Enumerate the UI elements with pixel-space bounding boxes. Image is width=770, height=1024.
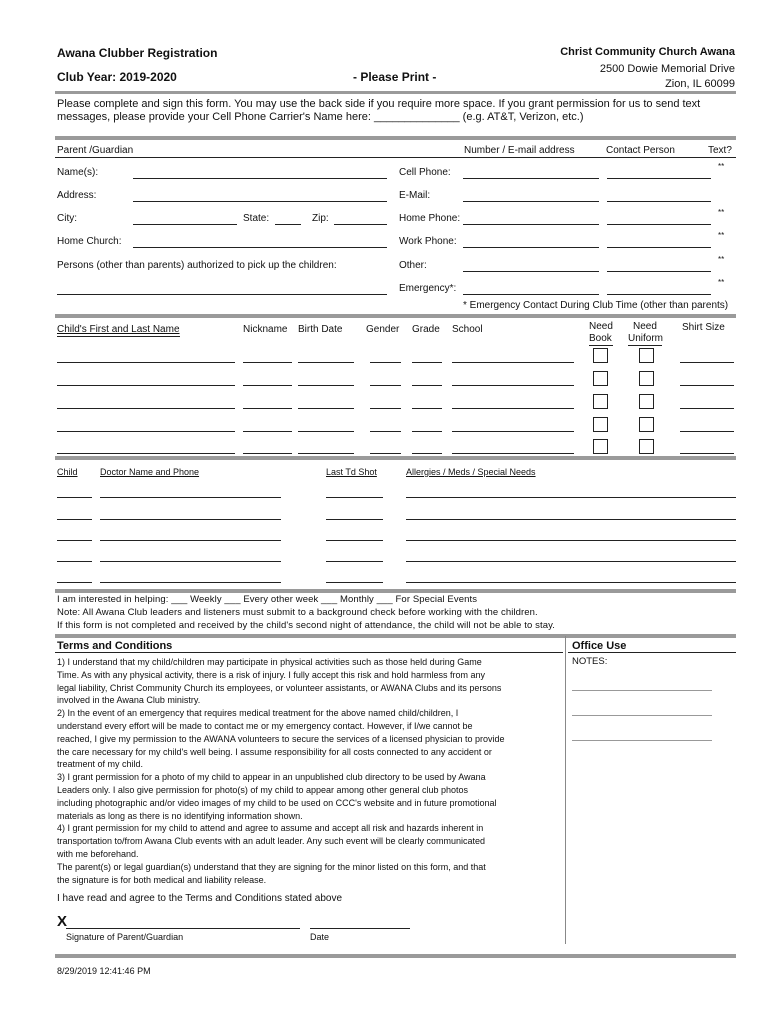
medical-divider [55,589,736,593]
child-field[interactable] [412,453,442,454]
church-name: Christ Community Church Awana [560,46,735,58]
emergency-note: * Emergency Contact During Club Time (other than parents) [463,300,729,311]
child-field[interactable] [370,453,401,454]
terms-line: materials as long as there is no identifying information shown. [57,810,303,821]
contact-number-field[interactable] [463,178,599,179]
other-label: Other: [399,260,427,271]
child-field[interactable] [298,453,354,454]
child-field[interactable] [412,408,442,409]
child-field[interactable] [57,431,235,432]
child-field[interactable] [243,362,292,363]
allergies-field[interactable] [406,582,736,583]
terms-line: treatment of my child. [57,759,144,770]
child-field[interactable] [298,385,354,386]
email-label: E-Mail: [399,190,431,201]
contact-number-field[interactable] [463,224,599,225]
office-notes-line-1[interactable] [572,690,712,691]
shirt-size-field[interactable] [680,431,734,432]
child-field[interactable] [57,408,235,409]
doctor-heading: Doctor Name and Phone [100,467,200,477]
address-label: Address: [57,190,97,201]
need-uniform-checkbox[interactable] [639,348,654,363]
child-field[interactable] [452,453,574,454]
last-td-shot-field[interactable] [326,519,383,520]
home-church-label: Home Church: [57,236,122,247]
child-field[interactable] [370,408,401,409]
agree-statement: I have read and agree to the Terms and Conditions stated above [57,893,343,904]
text-opt-in-marker: ** [718,278,725,287]
terms-line: 4) I grant permission for my child to attend and agree to assume and accept all risk and hazards inherent in [57,823,484,834]
child-field[interactable] [452,385,574,386]
parent-heading-rule [55,157,736,158]
shirt-size-field[interactable] [680,362,734,363]
cell-phone-label: Cell Phone: [399,167,451,178]
header-divider [55,91,736,94]
terms-line: the signature is for both medical and liability release. [57,874,267,885]
office-use-heading: Office Use [572,640,627,652]
church-address-line2: Zion, IL 60099 [665,78,735,90]
child-field[interactable] [452,362,574,363]
child-field[interactable] [298,431,354,432]
terms-line: understand every effort will be made to contact me or my emergency contact. However, if I/we cannot be [57,721,473,731]
need-uniform-heading-1: Need [633,321,657,332]
terms-line: The parent(s) or legal guardian(s) understand that they are signing for the minor listed on this form, and that [57,861,486,872]
contact-number-field[interactable] [463,294,599,295]
child-field[interactable] [243,431,292,432]
need-uniform-checkbox[interactable] [639,371,654,386]
footer-timestamp: 8/29/2019 12:41:46 PM [57,966,151,976]
church-address-line1: 2500 Dowie Memorial Drive [599,63,735,75]
allergies-field[interactable] [406,497,736,498]
contact-person-field[interactable] [607,247,711,248]
child-field[interactable] [412,385,442,386]
terms-line: 1) I understand that my child/children may participate in physical activities such as those held during Game [57,657,482,667]
child-field[interactable] [452,408,574,409]
terms-line: with me beforehand. [57,849,139,859]
contact-person-field[interactable] [607,271,711,272]
please-print: - Please Print - [353,70,437,84]
office-notes-line-3[interactable] [572,740,712,741]
school-heading: School [452,324,483,335]
child-field[interactable] [298,362,354,363]
terms-line: 2) In the event of an emergency that requires medical treatment for the above named child/children, I [57,708,459,719]
date-field[interactable] [310,928,410,929]
child-field[interactable] [370,385,401,386]
child-field[interactable] [57,453,235,454]
date-label: Date [310,932,330,942]
names-label: Name(s): [57,167,99,178]
child-field[interactable] [370,431,401,432]
need-book-checkbox[interactable] [593,371,608,386]
text-opt-in-marker: ** [718,162,725,171]
contact-person-field[interactable] [607,294,711,295]
office-separator [565,636,566,944]
doctor-field[interactable] [100,497,281,498]
child-field[interactable] [57,362,235,363]
medical-child-field[interactable] [57,497,92,498]
parent-divider [55,314,736,318]
need-uniform-checkbox[interactable] [639,394,654,409]
emergency-label: Emergency*: [399,283,457,294]
need-book-heading-2: Book [589,333,612,344]
terms-heading-rule [55,652,563,653]
contact-person-field[interactable] [607,201,711,202]
allergies-heading: Allergies / Meds / Special Needs [406,467,536,477]
need-uniform-heading-2: Uniform [628,333,664,344]
child-field[interactable] [412,362,442,363]
last-td-shot-field[interactable] [326,582,383,583]
footer-divider [55,954,736,958]
last-td-shot-field[interactable] [326,561,383,562]
signature-x-mark: X [57,913,68,930]
need-uniform-checkbox[interactable] [639,439,654,454]
nickname-heading: Nickname [243,324,288,335]
state-label: State: [243,213,270,224]
last-td-shot-heading: Last Td Shot [326,467,377,477]
allergies-field[interactable] [406,561,736,562]
city-label: City: [57,213,77,224]
terms-line: Leaders only. I also give permission for photo(s) of my child to appear among other general club photos [57,785,469,795]
text-heading: Text? [708,145,732,156]
child-field[interactable] [243,408,292,409]
office-notes-line-2[interactable] [572,715,712,716]
terms-heading: Terms and Conditions [57,640,173,652]
medical-child-heading: Child [57,467,78,477]
zip-field[interactable] [334,224,387,225]
medical-child-field[interactable] [57,540,92,541]
text-opt-in-marker: ** [718,208,725,217]
need-book-heading-1: Need [589,321,613,332]
terms-line: legal liability, Christ Community Church its employees, or volunteer assistants, or AWANA Clubs and its persons [57,682,502,693]
medical-child-field[interactable] [57,561,92,562]
need-book-checkbox[interactable] [593,348,608,363]
helping-divider [55,634,736,638]
child-field[interactable] [243,453,292,454]
child-field[interactable] [452,431,574,432]
helping-line: I am interested in helping: ___ Weekly ___ Every other week ___ Monthly ___ For Special Events [57,594,478,605]
need-book-checkbox[interactable] [593,394,608,409]
contact-number-field[interactable] [463,271,599,272]
terms-line: involved in the Awana Club ministry. [57,695,201,706]
doctor-field[interactable] [100,519,281,520]
signature-label: Signature of Parent/Guardian [66,932,184,942]
child-heading-underline [57,336,180,337]
need-book-underline [589,345,613,346]
contact-person-field[interactable] [607,224,711,225]
need-uniform-checkbox[interactable] [639,417,654,432]
shirt-size-field[interactable] [680,453,734,454]
office-notes-label: NOTES: [572,656,608,667]
signature-field[interactable] [66,928,300,929]
child-field[interactable] [298,408,354,409]
contact-number-field[interactable] [463,201,599,202]
home-phone-label: Home Phone: [399,213,461,224]
terms-line: reached, I give my permission to the AWANA volunteers to secure the services of a licensed physician to provide [57,733,505,744]
club-year: Club Year: 2019-2020 [57,70,177,84]
terms-line: the care necessary for my child's well being. I assume responsibility for all costs connected to any accident or [57,746,492,757]
need-uniform-underline [628,345,662,346]
intro-line1: Please complete and sign this form. You may use the back side if you require more space. If you grant permission for us to send text [57,98,701,110]
gender-heading: Gender [366,324,400,335]
contact-person-heading: Contact Person [606,145,675,156]
last-td-shot-field[interactable] [326,540,383,541]
contact-person-field[interactable] [607,178,711,179]
last-td-shot-field[interactable] [326,497,383,498]
authorized-pickup-label: Persons (other than parents) authorized to pick up the children: [57,260,337,271]
intro-divider [55,136,736,140]
attendance-note: If this form is not completed and received by the child's second night of attendance, the child will not be able to stay. [57,620,555,631]
shirt-size-field[interactable] [680,408,734,409]
zip-label: Zip: [312,213,329,224]
child-field[interactable] [370,362,401,363]
child-field[interactable] [57,385,235,386]
child-field[interactable] [412,431,442,432]
authorized-pickup-field[interactable] [57,294,387,295]
terms-line: 3) I grant permission for a photo of my child to appear in an unpublished club directory to be used by Awana [57,772,486,783]
terms-line: transportation to/from Awana Club events with an adult leader. Any such event will be clearly communicated [57,836,486,847]
children-divider [55,456,736,460]
birth-date-heading: Birth Date [298,324,343,335]
form-title: Awana Clubber Registration [57,46,218,60]
background-check-note: Note: All Awana Club leaders and listeners must submit to a background check before working with the children. [57,607,538,618]
contact-number-field[interactable] [463,247,599,248]
home-church-field[interactable] [133,247,387,248]
doctor-field[interactable] [100,540,281,541]
intro-line2: messages, please provide your Cell Phone Carrier's Name here: ______________ (e.g. AT&T, Verizon, etc.) [57,111,584,123]
child-field[interactable] [243,385,292,386]
parent-heading: Parent /Guardian [57,145,134,156]
text-opt-in-marker: ** [718,231,725,240]
need-book-checkbox[interactable] [593,417,608,432]
child-name-heading: Child's First and Last Name [57,324,180,335]
names-field[interactable] [133,178,387,179]
doctor-field[interactable] [100,561,281,562]
number-email-heading: Number / E-mail address [464,145,575,156]
address-field[interactable] [133,201,387,202]
grade-heading: Grade [412,324,440,335]
text-opt-in-marker: ** [718,255,725,264]
work-phone-label: Work Phone: [399,236,457,247]
allergies-field[interactable] [406,519,736,520]
doctor-field[interactable] [100,582,281,583]
shirt-size-heading: Shirt Size [682,322,725,333]
medical-child-field[interactable] [57,519,92,520]
office-heading-rule [568,652,736,653]
need-book-checkbox[interactable] [593,439,608,454]
medical-child-field[interactable] [57,582,92,583]
terms-line: Time. As with any physical activity, there is a risk of injury. I fully accept this risk and hold harmless from any [57,669,485,680]
city-field[interactable] [133,224,237,225]
state-field[interactable] [275,224,301,225]
terms-line: including photographic and/or video images of my child to be used on CCC's website and in future promotional [57,797,497,808]
shirt-size-field[interactable] [680,385,734,386]
allergies-field[interactable] [406,540,736,541]
